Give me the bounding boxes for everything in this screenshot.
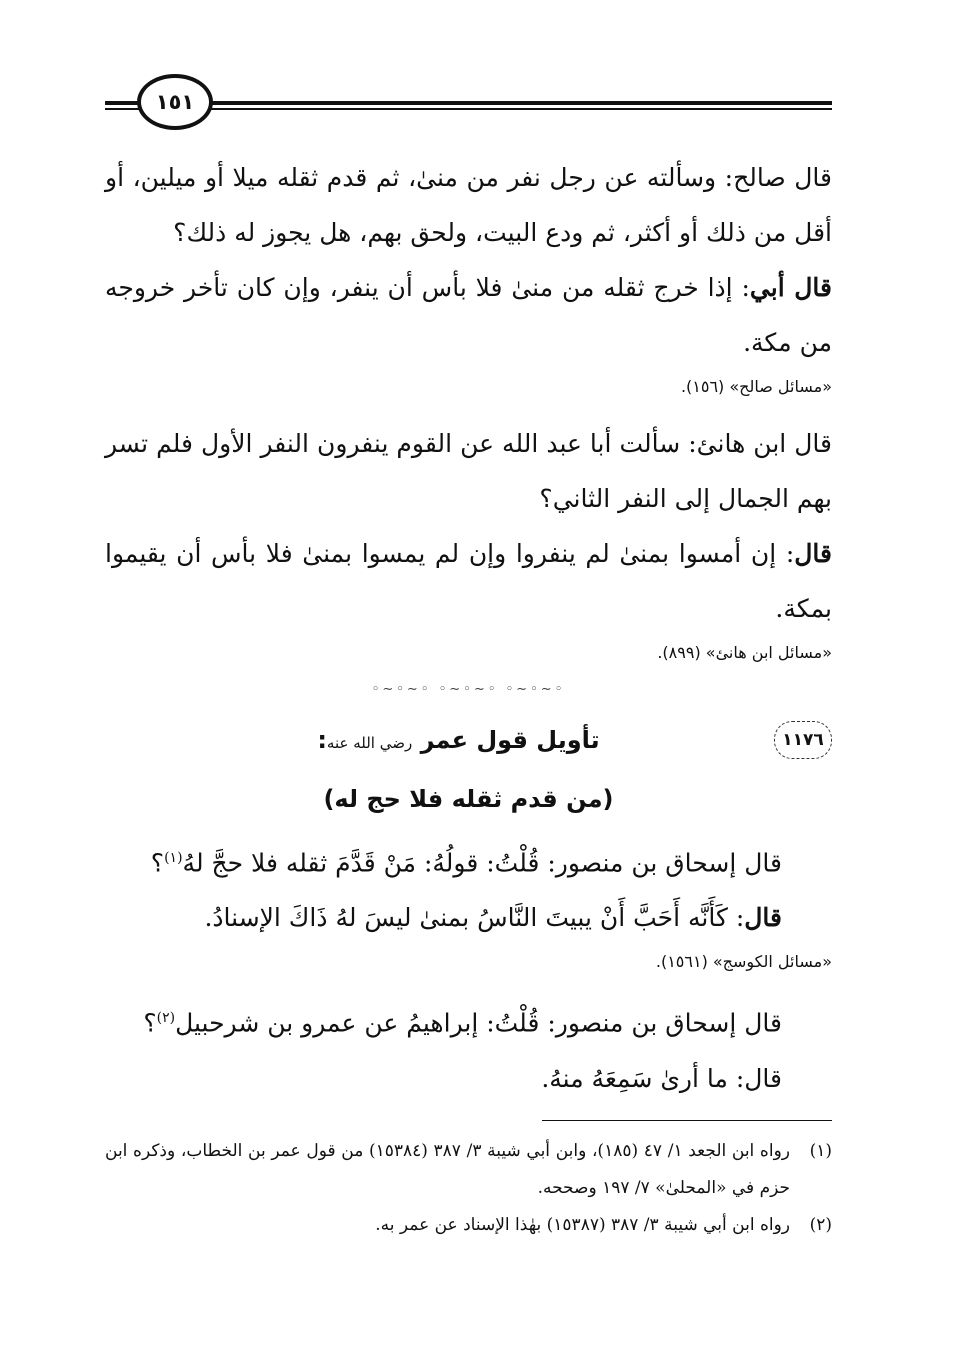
section-title-suffix: : (317, 726, 327, 754)
qa-block (105, 991, 832, 1105)
honorific-ligature: رضي الله عنه (326, 734, 413, 752)
paragraph-text: قال: ما أرىٰ سَمِعَهُ منهُ. (541, 1063, 782, 1093)
section-number-badge (774, 721, 832, 759)
footnote-text: رواه ابن أبي شيبة ٣/ ٣٨٧ (١٥٣٨٧) بهٰذا الإسناد عن عمر به. (375, 1215, 790, 1236)
question-paragraph (105, 831, 782, 890)
page-number: ١٥١ (155, 90, 195, 114)
source-citation: «مسائل صالح» (١٥٦). (680, 377, 832, 396)
section-title-text: تأويل قول عمر (420, 726, 600, 754)
speaker-label: قال أبي (749, 273, 833, 302)
footnote-separator (542, 1120, 832, 1122)
footnote-text: رواه ابن الجعد ١/ ٤٧ (١٨٥)، وابن أبي شيبة ٣/ ٣٨٧ (١٥٣٨٤) من قول عمر بن الخطاب، وذكره ابن حزم في «المحلىٰ» ٧/ ١٩٧ وصححه. (105, 1141, 790, 1199)
paragraph-text: قال إسحاق بن منصور: قُلْتُ: إبراهيمُ عن عمرو بن شرحبيل (175, 1008, 782, 1038)
header-rule-thick (105, 101, 832, 105)
question-mark: ؟ (150, 848, 165, 878)
page-header (105, 72, 832, 132)
question-mark: ؟ (143, 1008, 157, 1038)
page-number-badge (137, 74, 213, 130)
page-content (105, 150, 832, 1244)
question-paragraph (105, 991, 782, 1050)
question-paragraph (105, 150, 832, 260)
footnote (105, 1207, 832, 1244)
paragraph-text: قال إسحاق بن منصور: قُلْتُ: قولُهُ: مَنْ قَدَّمَ ثقله فلا حجَّ لهُ (182, 848, 782, 878)
section-divider-ornament: ◦∽◦∽◦ ◦∽◦∽◦ ◦∽◦∽◦ (371, 682, 566, 697)
paragraph-text: قال ابن هانئ: سألت أبا عبد الله عن القوم ينفرون النفر الأول فلم تسر بهم الجمال إلى النفر الثاني؟ (105, 429, 832, 513)
paragraph-text: قال صالح: وسألته عن رجل نفر من منىٰ، ثم قدم ثقله ميلا أو ميلين، أو أقل من ذلك أو أكثر، ثم ودع البيت، ولحق بهم، هل يجوز له ذلك؟ (105, 163, 832, 247)
source-citation: «مسائل الكوسج» (١٥٦١). (655, 952, 832, 972)
header-rule-thin (105, 108, 832, 110)
paragraph-text: : إن أمسوا بمنىٰ لم ينفروا وإن لم يمسوا بمنىٰ فلا بأس أن يقيموا بمكة. (105, 539, 832, 623)
section-title (105, 715, 832, 768)
section-subtitle: (من قدم ثقله فلا حج له) (323, 785, 614, 813)
paragraph-text: : إذا خرج ثقله من منىٰ فلا بأس أن ينفر، وإن كان تأخر خروجه من مكة. (105, 273, 832, 357)
source-citation: «مسائل ابن هانئ» (٨٩٩). (657, 643, 832, 662)
footnote (105, 1133, 832, 1207)
paragraph-text: : كَأَنَّه أَحَبَّ أَنْ يبيتَ النَّاسُ بمنىٰ ليسَ لهُ ذَاكَ الإسنادُ. (204, 903, 745, 933)
answer-paragraph (105, 526, 832, 636)
answer-paragraph (105, 890, 782, 945)
footnote-ref[interactable]: (١) (164, 850, 183, 866)
speaker-label: قال (744, 903, 782, 933)
footnote-number: (٢) (809, 1215, 832, 1236)
footnote-number: (١) (809, 1141, 832, 1162)
footnote-ref[interactable]: (٢) (156, 1010, 176, 1027)
answer-paragraph (105, 260, 832, 370)
speaker-label: قال (794, 539, 832, 568)
answer-paragraph (105, 1051, 782, 1106)
qa-block (105, 831, 832, 945)
question-paragraph (105, 416, 832, 526)
section-heading (105, 715, 832, 771)
section-number: ١١٧٦ (782, 730, 824, 750)
